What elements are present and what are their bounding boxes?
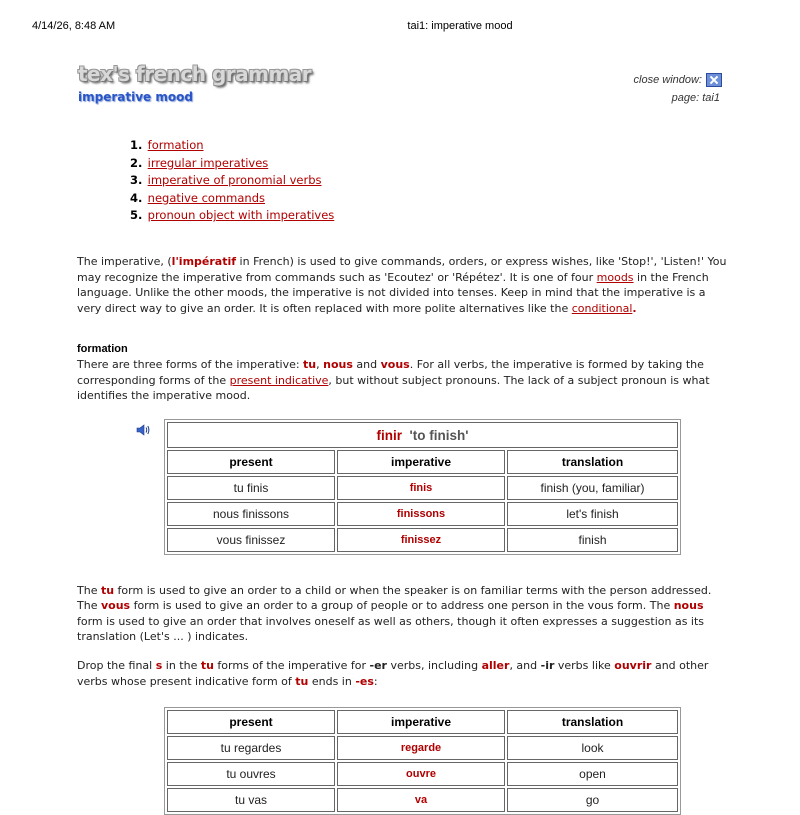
table-caption: finir 'to finish' bbox=[167, 422, 678, 448]
print-title: tai1: imperative mood bbox=[407, 20, 513, 32]
conditional-link[interactable]: conditional bbox=[571, 301, 633, 315]
table-row: tu regardes regarde look bbox=[167, 736, 678, 760]
table-row: tu ouvres ouvre open bbox=[167, 762, 678, 786]
table-row: vous finissez finissez finish bbox=[167, 528, 678, 552]
column-header: imperative bbox=[337, 710, 505, 734]
page-subtitle: imperative mood bbox=[78, 90, 193, 104]
table-row: tu finis finis finish (you, familiar) bbox=[167, 476, 678, 500]
usage-paragraph-1: The tu form is used to give an order to a child or when the speaker is on familiar terms with the person addressed. bbox=[77, 584, 712, 597]
close-window-label: close window: bbox=[633, 74, 702, 86]
column-header: translation bbox=[507, 450, 678, 474]
toc-link-irregular-imperatives[interactable]: irregular imperatives bbox=[147, 155, 269, 170]
drop-s-paragraph: Drop the final s in the tu forms of the imperative for -er verbs, including aller, and -ir verbs like ouvrir and other verbs whose present indicative form of tu ends in -es: bbox=[77, 659, 709, 688]
moods-link[interactable]: moods bbox=[596, 270, 634, 284]
column-header: imperative bbox=[337, 450, 505, 474]
table-row: nous finissons finissons let's finish bbox=[167, 502, 678, 526]
column-header: translation bbox=[507, 710, 678, 734]
print-timestamp: 4/14/26, 8:48 AM bbox=[32, 20, 116, 32]
toc-link-pronomial-verbs[interactable]: imperative of pronomial verbs bbox=[147, 173, 322, 188]
toc-link-negative-commands[interactable]: negative commands bbox=[147, 190, 265, 205]
table-of-contents bbox=[130, 137, 334, 225]
close-window-row bbox=[634, 73, 722, 87]
usage-paragraph-2: The vous form is used to give an order to a group of people or to address one person in the vous form. The nous form is used to give an order that involves oneself as well as others, though it often expresses a suggestion as its translation (Let's ... ) indicates. bbox=[77, 599, 705, 643]
toc-item-pronoun-object: 5. pronoun object with imperatives bbox=[130, 208, 335, 223]
formation-paragraph: There are three forms of the imperative: tu, nous and vous. For all verbs, the imperative is formed by taking the corresponding forms of the present indicative, but without subject pronouns. The lack of a subject pronoun is what identifies the imperative mood. bbox=[77, 358, 710, 402]
present-indicative-link[interactable]: present indicative bbox=[229, 373, 329, 387]
speaker-icon[interactable] bbox=[135, 422, 151, 438]
toc-item-pronomial: 3. imperative of pronomial verbs bbox=[130, 173, 322, 188]
table-row: tu vas va go bbox=[167, 788, 678, 812]
column-header: present bbox=[167, 450, 335, 474]
toc-item-negative: 4. negative commands bbox=[130, 190, 265, 205]
intro-paragraph: The imperative, (l'impératif in French) is used to give commands, orders, or express wishes, like 'Stop!', 'Listen!' You may recognize the imperative from commands such as 'Ecoutez' or 'Répétez'. It is one of four moods in the French language. Unlike the other moods, the imperative is not divided into tenses. Keep in mind that the imperative is a very direct way to give an order. It is often replaced with more polite alternatives like the conditional. bbox=[77, 255, 727, 315]
toc-item-irregular: 2. irregular imperatives bbox=[130, 155, 269, 170]
page-id-label: page: tai1 bbox=[671, 92, 720, 104]
drop-s-table bbox=[164, 707, 681, 815]
finir-conjugation-table bbox=[164, 419, 681, 555]
close-icon[interactable] bbox=[706, 73, 722, 87]
toc-item-formation: 1. formation bbox=[130, 138, 204, 152]
toc-link-pronoun-object[interactable]: pronoun object with imperatives bbox=[147, 208, 335, 223]
formation-heading: formation bbox=[77, 343, 128, 355]
site-logo[interactable]: tex's french grammar bbox=[78, 62, 312, 86]
toc-link-formation[interactable]: formation bbox=[147, 138, 204, 152]
column-header: present bbox=[167, 710, 335, 734]
